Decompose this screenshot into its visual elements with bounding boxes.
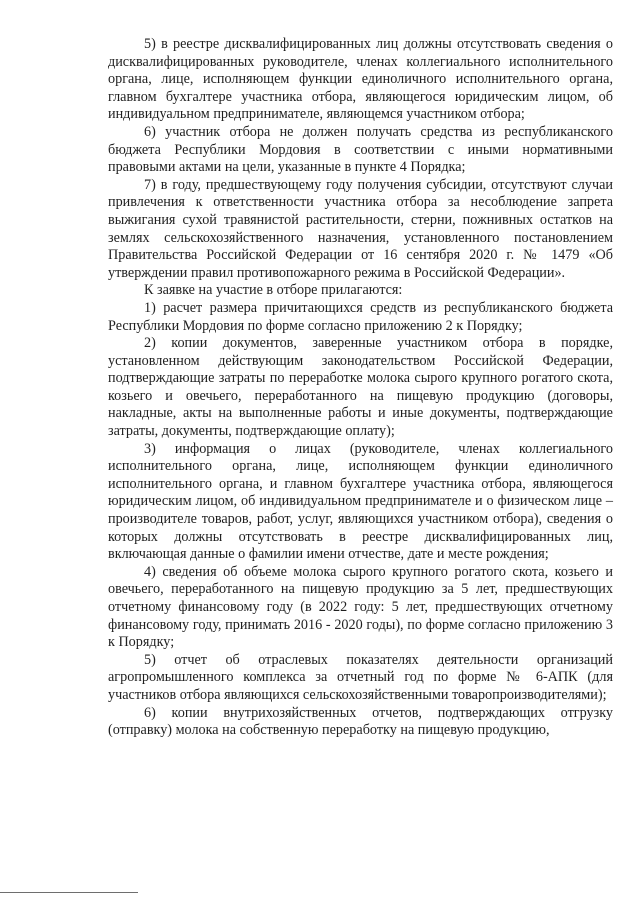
document-page — [108, 36, 613, 740]
attachments-intro: К заявке на участие в отборе прилагаются: — [144, 282, 403, 299]
attachment-item-2: 2) копии документов, заверенные участником отбора в порядке, установленном действующим законодательством Российской Федерации, подтверждающие затраты по переработке молока сырого крупного рогатого скота, козьего и овечьего, переработанного на пищевую продукцию (договоры, накладные, акты на выполненные работы и иные документы, подтверждающие затраты, документы, подтверждающие оплату); — [108, 335, 613, 440]
paragraph-item-6: 6) участник отбора не должен получать средства из республиканского бюджета Республики Мордовия в соответствии с иными нормативными правовыми актами на цели, указанные в пункте 4 Порядка; — [108, 123, 613, 176]
attachment-item-5: 5) отчет об отраслевых показателях деятельности организаций агропромышленного комплекса за отчетный год по форме № 6-АПК (для участников отбора являющихся сельскохозяйственными товаропроизводителями); — [108, 651, 613, 703]
paragraph-item-7: 7) в году, предшествующему году получения субсидии, отсутствуют случаи привлечения к ответственности участника отбора за несоблюдение запрета выжигания сухой травянистой растительности, стерни, пожнивных остатков на землях сельскохозяйственного назначения, установленного постановлением Правительства Российской Федерации от 16 сентября 2020 г. № 1479 «Об утверждении правил противопожарного режима в Российской Федерации». — [108, 176, 613, 281]
attachment-item-4: 4) сведения об объеме молока сырого крупного рогатого скота, козьего и овечьего, переработанного на пищевую продукцию за 5 лет, предшествующих отчетному финансовому году (в 2022 году: 5 лет, предшествующих отчетному финансовому году, принимать 2016 - 2020 годы), по форме согласно приложению 3 к Порядку; — [108, 563, 613, 651]
attachment-item-3: 3) информация о лицах (руководителе, членах коллегиального исполнительного органа, лице, исполняющем функции единоличного исполнительного органа, и главном бухгалтере участника отбора, являющегося юридическим лицом, об индивидуальном предпринимателе и о физическом лице – производителе товаров, работ, услуг, являющихся участником отбора), сведения о которых должны отсутствовать в реестре дисквалифицированных лиц, включающая данные о фамилии имени отчестве, дате и месте рождения; — [108, 440, 613, 563]
footer-rule — [0, 892, 138, 893]
attachment-item-1: 1) расчет размера причитающихся средств из республиканского бюджета Республики Мордовия по форме согласно приложению 2 к Порядку; — [108, 299, 613, 334]
paragraph-item-5: 5) в реестре дисквалифицированных лиц должны отсутствовать сведения о дисквалифицированных руководителе, членах коллегиального исполнительного органа, лице, исполняющем функции единоличного исполнительного органа, главном бухгалтере участника отбора, являющегося юридическим лицом, об индивидуальном предпринимателе, являющемся участником отбора; — [108, 36, 613, 123]
attachment-item-6: 6) копии внутрихозяйственных отчетов, подтверждающих отгрузку (отправку) молока на собственную переработку на пищевую продукцию, — [108, 704, 613, 739]
